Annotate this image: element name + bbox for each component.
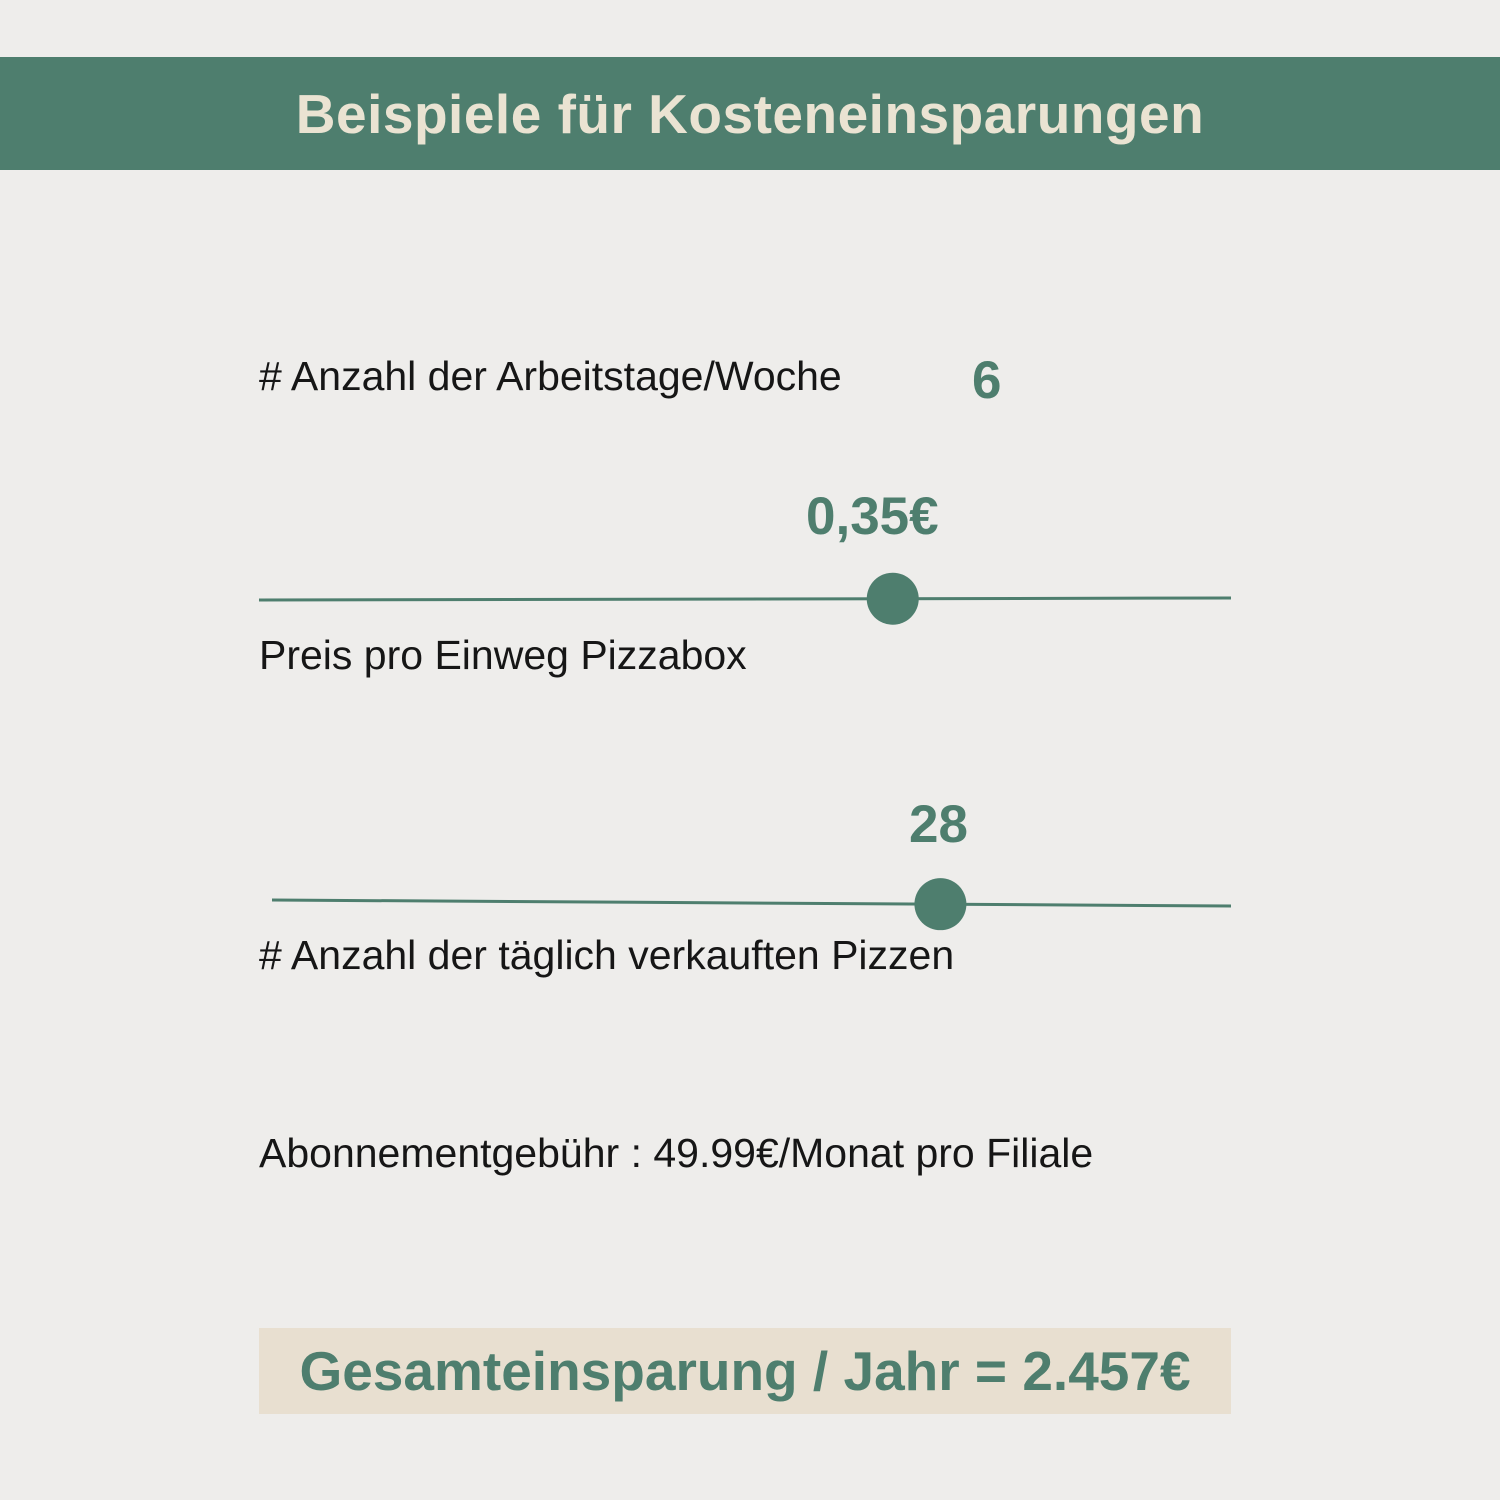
header-banner — [0, 57, 1500, 170]
box-price-value: 0,35€ — [806, 487, 939, 546]
pizzas-label: # Anzahl der täglich verkauften Pizzen — [259, 932, 955, 978]
workdays-value[interactable]: 6 — [972, 351, 1002, 410]
box-price-slider-track[interactable] — [259, 598, 1231, 600]
workdays-label: # Anzahl der Arbeitstage/Woche — [259, 353, 842, 399]
total-savings-box — [259, 1328, 1231, 1414]
pizzas-slider-thumb[interactable] — [914, 878, 966, 930]
total-savings-text: Gesamteinsparung / Jahr = 2.457€ — [299, 1340, 1191, 1402]
pizzas-slider-track[interactable] — [272, 900, 1231, 906]
box-price-label: Preis pro Einweg Pizzabox — [259, 632, 747, 678]
pizzas-value: 28 — [909, 795, 968, 854]
page-title: Beispiele für Kosteneinsparungen — [295, 82, 1205, 145]
box-price-slider-thumb[interactable] — [867, 573, 919, 625]
subscription-fee-text: Abonnementgebühr : 49.99€/Monat pro Filiale — [259, 1130, 1094, 1176]
